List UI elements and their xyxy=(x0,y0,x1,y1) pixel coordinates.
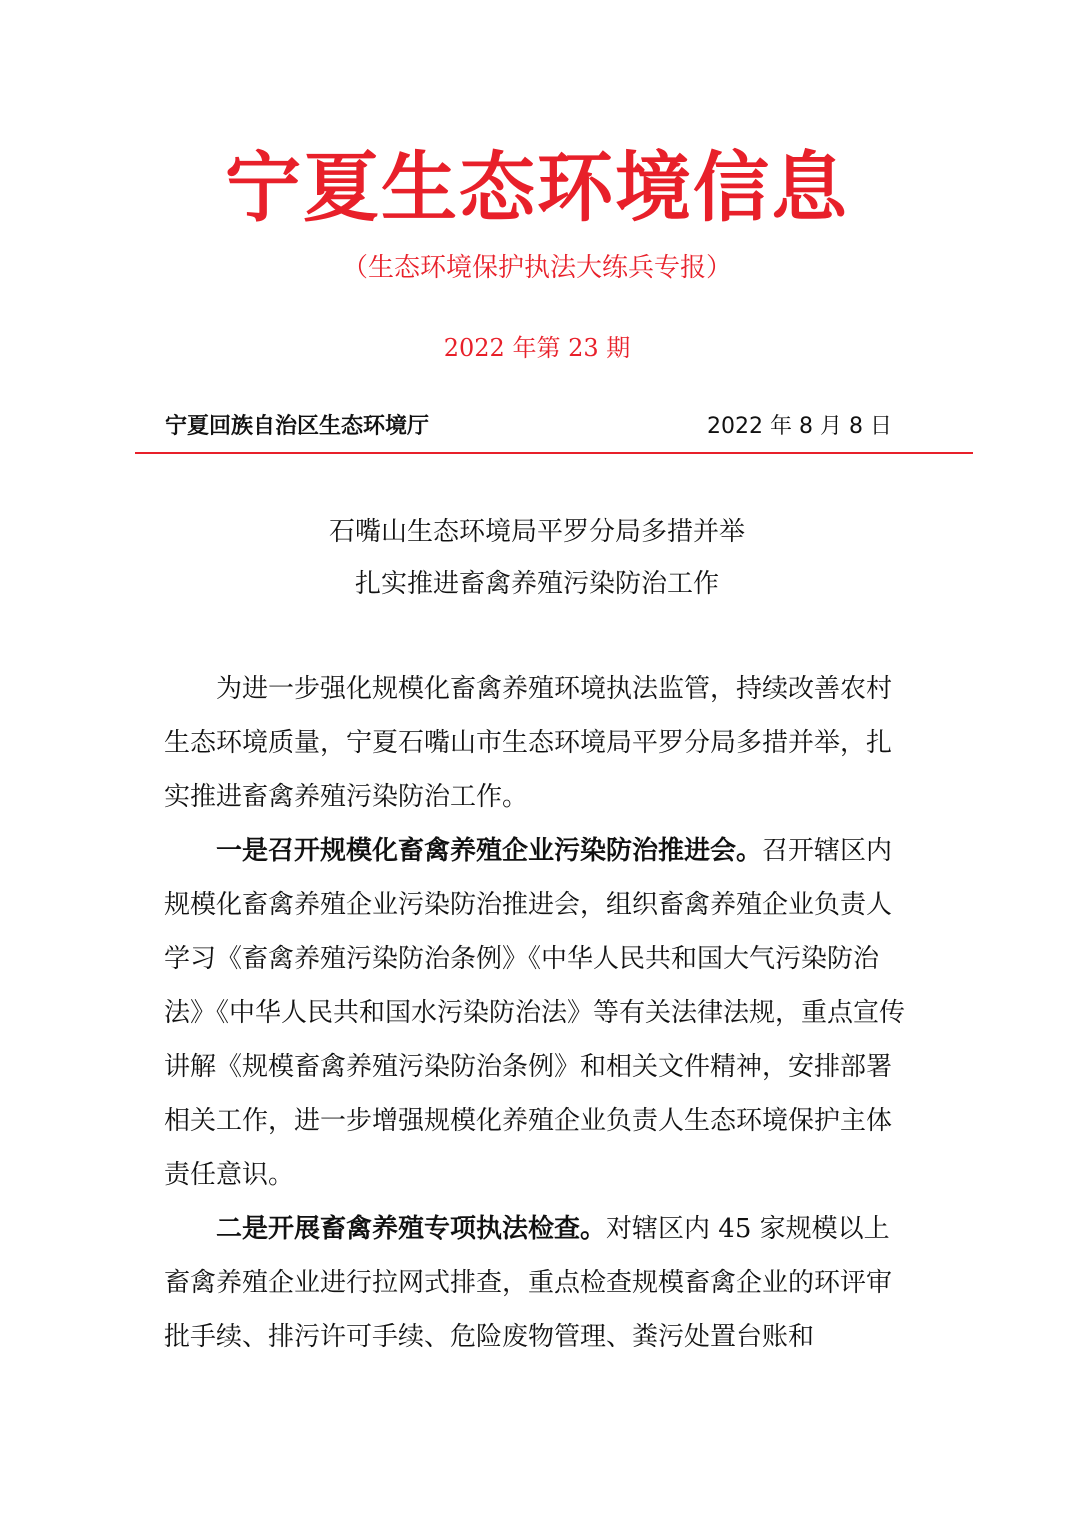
paragraph-lead: 一是召开规模化畜禽养殖企业污染防治推进会。 xyxy=(216,836,763,866)
issue-date: 2022 年 8 月 8 日 xyxy=(707,414,892,439)
paragraph-text: 对辖区内 45 家规模以上畜禽养殖企业进行拉网式排查，重点检查规模畜禽企业的环评审批手续、排污许可手续、危险废物管理、粪污处置台账和 xyxy=(164,1214,893,1352)
masthead-title: 宁夏生态环境信息 xyxy=(225,143,849,232)
article-title-line-1: 石嘴山生态环境局平罗分局多措并举 xyxy=(328,517,745,547)
issuing-organization: 宁夏回族自治区生态环境厅 xyxy=(165,414,430,439)
paragraph-intro xyxy=(164,662,914,824)
issue-number: 2022 年第 23 期 xyxy=(443,334,631,362)
masthead-subtitle: （生态环境保护执法大练兵专报） xyxy=(341,253,732,283)
header-divider xyxy=(135,452,973,454)
paragraph-text: 为进一步强化规模化畜禽养殖环境执法监管，持续改善农村生态环境质量，宁夏石嘴山市生态环境局平罗分局多措并举，扎实推进畜禽养殖污染防治工作。 xyxy=(164,674,893,812)
paragraph-point-1 xyxy=(164,824,914,1202)
paragraph-lead: 二是开展畜禽养殖专项执法检查。 xyxy=(216,1214,607,1244)
article-title-line-2: 扎实推进畜禽养殖污染防治工作 xyxy=(354,569,719,599)
article-title xyxy=(0,506,1074,610)
article-body xyxy=(164,662,914,1364)
paragraph-text: 召开辖区内规模化畜禽养殖企业污染防治推进会，组织畜禽养殖企业负责人学习《畜禽养殖污染防治条例》《中华人民共和国大气污染防治法》《中华人民共和国水污染防治法》等有关法律法规，重点宣传讲解《规模畜禽养殖污染防治条例》和相关文件精神，安排部署相关工作，进一步增强规模化养殖企业负责人生态环境保护主体责任意识。 xyxy=(164,836,906,1190)
paragraph-point-2 xyxy=(164,1202,914,1364)
